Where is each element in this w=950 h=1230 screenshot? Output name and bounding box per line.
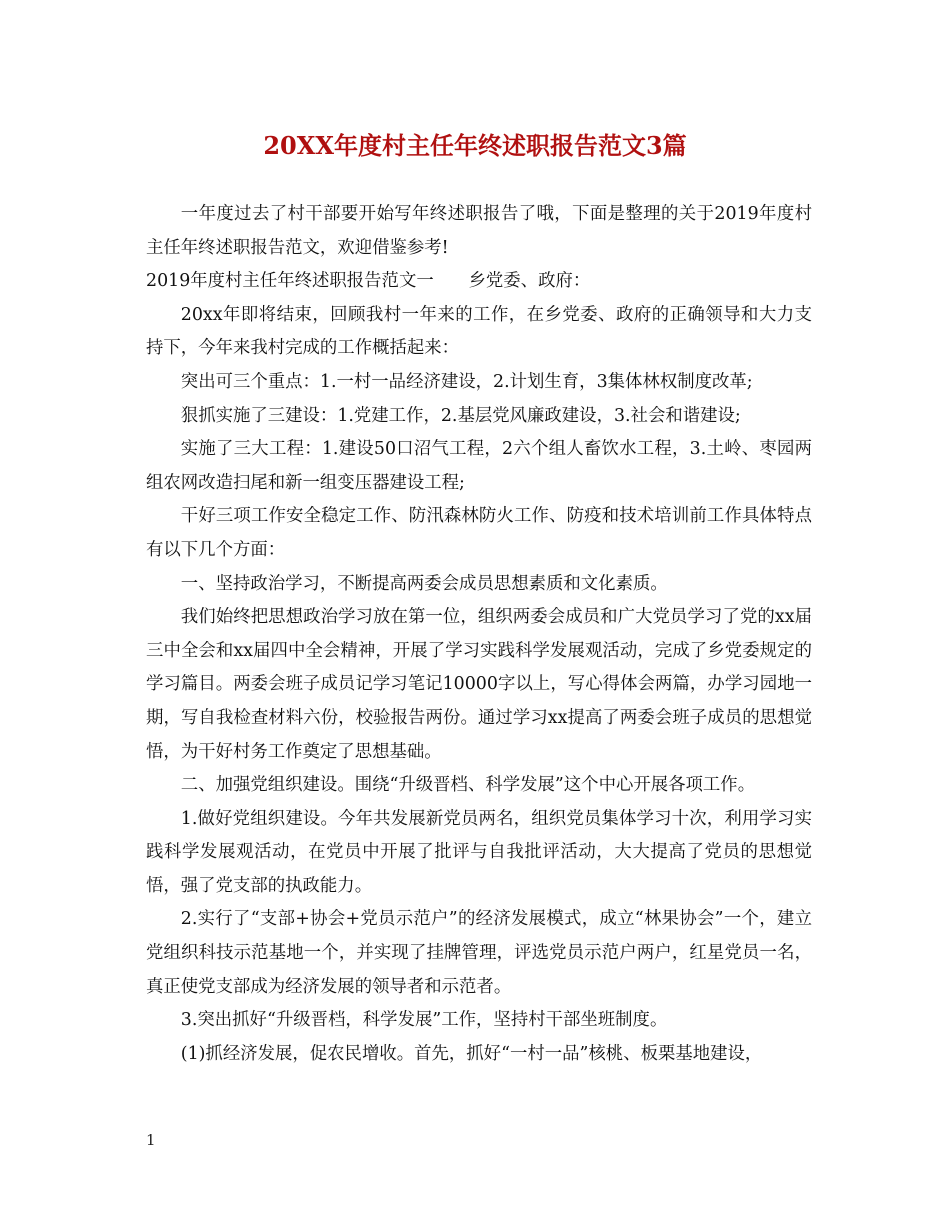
body-paragraph: 一、坚持政治学习，不断提高两委会成员思想素质和文化素质。 [180, 573, 668, 594]
body-paragraph: 3.突出抓好“升级晋档，科学发展”工作，坚持村干部坐班制度。 [180, 1010, 668, 1031]
body-paragraph: 实施了三大工程：1.建设50口沼气工程，2六个组人畜饮水工程，3.土岭、枣园两组农网改造扫尾和新一组变压器建设工程; [146, 439, 812, 493]
body-paragraph: 狠抓实施了三建设：1.党建工作，2.基层党风廉政建设，3.社会和谐建设; [180, 405, 741, 426]
page-number: 1 [146, 1131, 156, 1149]
body-paragraph: 我们始终把思想政治学习放在第一位，组织两委会成员和广大党员学习了党的xx届三中全会和xx届四中全会精神，开展了学习实践科学发展观活动，完成了乡党委规定的学习篇目。两委会班子成员记学习笔记10000字以上，写心得体会两篇，办学习园地一期，写自我检查材料六份，校验报告两份。通过学习xx提高了两委会班子成员的思想觉悟，为干好村务工作奠定了思想基础。 [146, 607, 812, 762]
body-paragraph: 一年度过去了村干部要开始写年终述职报告了哦，下面是整理的关于2019年度村主任年终述职报告范文，欢迎借鉴参考! [146, 204, 812, 258]
body-paragraph: 1.做好党组织建设。今年共发展新党员两名，组织党员集体学习十次，利用学习实践科学发展观活动，在党员中开展了批评与自我批评活动，大大提高了党员的思想觉悟，强了党支部的执政能力。 [146, 808, 812, 896]
body-paragraph: 突出可三个重点：1.一村一品经济建设，2.计划生育，3集体林权制度改革; [180, 371, 753, 392]
document-body [146, 198, 812, 1071]
body-paragraph: 20xx年即将结束，回顾我村一年来的工作，在乡党委、政府的正确领导和大力支持下，今年来我村完成的工作概括起来： [146, 304, 812, 359]
body-paragraph: (1)抓经济发展，促农民增收。首先，抓好“一村一品”核桃、板栗基地建设， [180, 1043, 763, 1064]
body-paragraph: 2.实行了“支部+协会+党员示范户”的经济发展模式，成立“林果协会”一个，建立党组织科技示范基地一个，并实现了挂牌管理，评选党员示范户两户，红星党员一名，真正使党支部成为经济发展的领导者和示范者。 [146, 909, 812, 997]
body-paragraph: 二、加强党组织建设。围绕“升级晋档、科学发展”这个中心开展各项工作。 [180, 775, 756, 796]
body-paragraph: 2019年度村主任年终述职报告范文一 乡党委、政府： [146, 271, 591, 292]
document-title: 20XX年度村主任年终述职报告范文3篇 [263, 131, 687, 160]
body-paragraph: 干好三项工作安全稳定工作、防汛森林防火工作、防疫和技术培训前工作具体特点有以下几个方面： [146, 506, 812, 560]
